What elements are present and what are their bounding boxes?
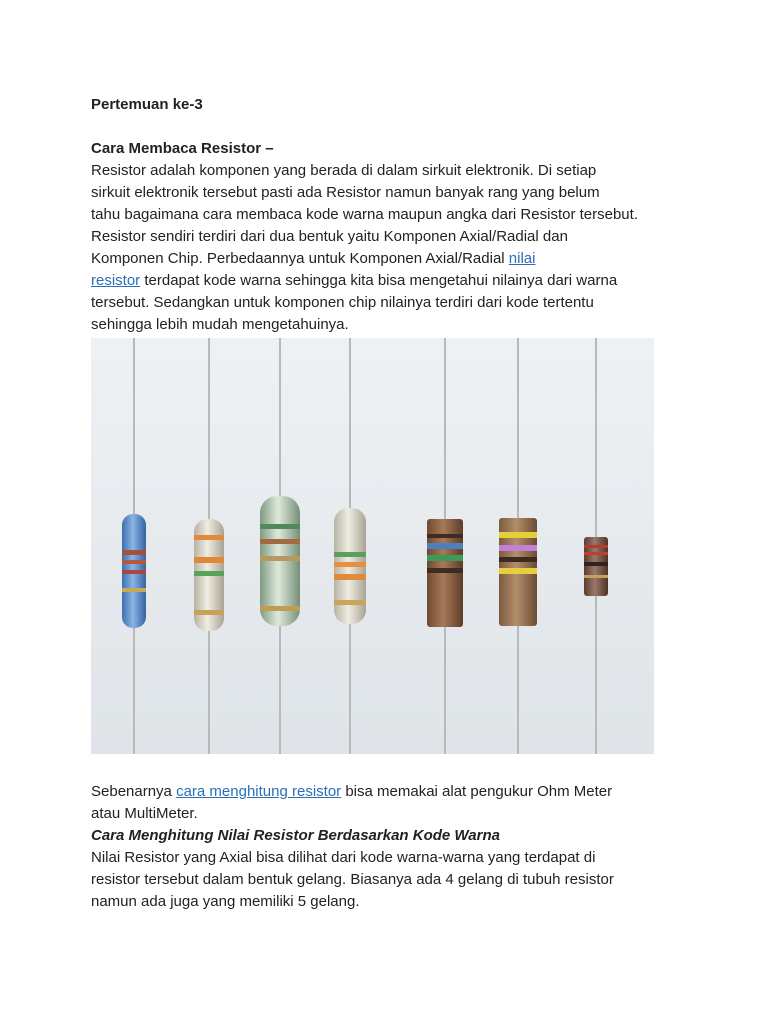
paragraph-text: bisa memakai alat pengukur Ohm Meter: [341, 783, 613, 800]
paragraph-text: terdapat kode warna sehingga kita bisa mengetahui nilainya dari warna: [140, 272, 618, 289]
link-nilai-resistor[interactable]: nilai: [508, 250, 536, 267]
paragraph-line: Nilai Resistor yang Axial bisa dilihat dari kode warna-warna yang terdapat di: [91, 849, 596, 866]
page-title: Pertemuan ke-3: [91, 96, 203, 113]
resistors-photo: [91, 338, 654, 754]
paragraph-line: [91, 270, 691, 292]
paragraph-line: atau MultiMeter.: [91, 805, 198, 822]
section-heading-cara-menghitung: Cara Menghitung Nilai Resistor Berdasarkan Kode Warna: [91, 827, 500, 844]
paragraph-line: sehingga lebih mudah mengetahuinya.: [91, 316, 349, 333]
paragraph-text: Komponen Chip. Perbedaannya untuk Komponen Axial/Radial: [91, 250, 509, 267]
paragraph-line: resistor tersebut dalam bentuk gelang. Biasanya ada 4 gelang di tubuh resistor: [91, 871, 614, 888]
paragraph-line: tersebut. Sedangkan untuk komponen chip nilainya terdiri dari kode tertentu: [91, 294, 594, 311]
document-body-continued: [91, 781, 691, 913]
paragraph-line: tahu bagaimana cara membaca kode warna maupun angka dari Resistor tersebut.: [91, 206, 638, 223]
resistors-illustration: [91, 338, 654, 754]
paragraph-text: Sebenarnya: [91, 783, 177, 800]
paragraph-line: Resistor sendiri terdiri dari dua bentuk yaitu Komponen Axial/Radial dan: [91, 228, 568, 245]
paragraph-line: sirkuit elektronik tersebut pasti ada Resistor namun banyak rang yang belum: [91, 184, 600, 201]
paragraph-line: [91, 781, 691, 803]
link-nilai-resistor-cont[interactable]: resistor: [91, 272, 141, 289]
section-heading-cara-membaca: Cara Membaca Resistor –: [91, 140, 274, 157]
photo-background: [91, 338, 654, 754]
paragraph-line: [91, 248, 691, 270]
paragraph-line: namun ada juga yang memiliki 5 gelang.: [91, 893, 360, 910]
document-body: [91, 94, 691, 336]
paragraph-line: Resistor adalah komponen yang berada di dalam sirkuit elektronik. Di setiap: [91, 162, 597, 179]
link-cara-menghitung-resistor[interactable]: cara menghitung resistor: [176, 783, 342, 800]
